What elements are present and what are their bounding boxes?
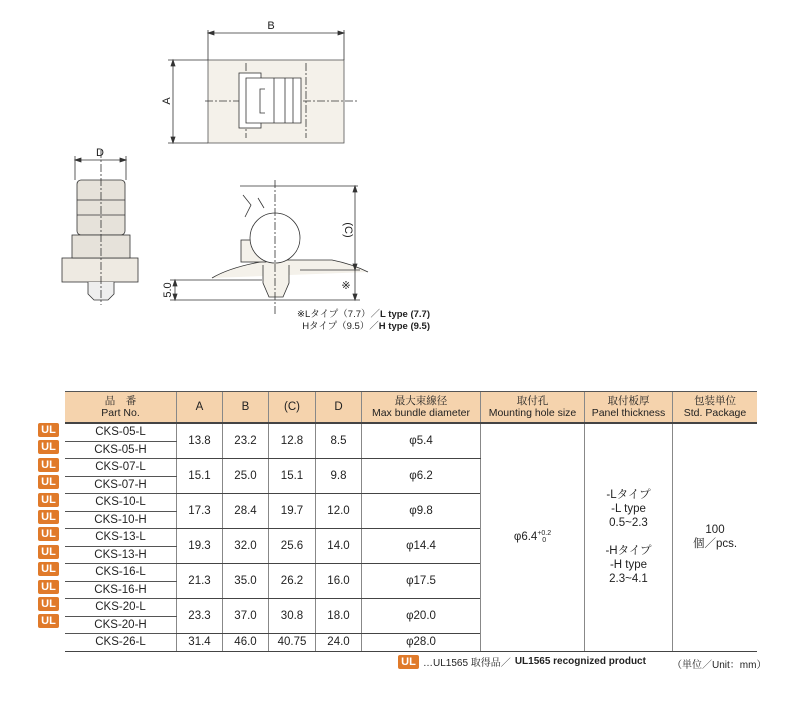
mounting-hole-tolerance	[537, 530, 551, 544]
value-a: 23.3	[177, 599, 223, 634]
part-number: CKS-05-L	[65, 423, 177, 441]
panel-l-en: -L type	[611, 503, 646, 516]
value-a: 19.3	[177, 529, 223, 564]
dim-a-label: A	[161, 97, 173, 105]
part-number: CKS-05-H	[65, 441, 177, 459]
value-b: 46.0	[223, 634, 269, 652]
header-panel-thickness: 取付板厚 Panel thickness	[585, 392, 673, 424]
mounting-hole-cell	[481, 423, 585, 651]
value-a: 21.3	[177, 564, 223, 599]
value-a: 13.8	[177, 423, 223, 459]
technical-drawing	[0, 0, 795, 340]
ul-badge: UL	[38, 458, 59, 472]
value-c: 12.8	[269, 423, 316, 459]
value-b: 25.0	[223, 459, 269, 494]
ul-badge: UL	[38, 545, 59, 559]
table-header-row	[65, 392, 757, 424]
part-number: CKS-20-L	[65, 599, 177, 617]
part-number: CKS-16-H	[65, 581, 177, 599]
value-max: φ5.4	[362, 423, 481, 459]
value-max: φ20.0	[362, 599, 481, 634]
value-d: 14.0	[316, 529, 362, 564]
ul-legend	[398, 654, 646, 669]
type-notes	[270, 309, 430, 333]
panel-h-jp: -Hタイプ	[605, 545, 652, 558]
part-number: CKS-13-H	[65, 546, 177, 564]
value-a: 31.4	[177, 634, 223, 652]
header-part-no: 品 番 Part No.	[65, 392, 177, 424]
value-d: 8.5	[316, 423, 362, 459]
std-package-cell	[673, 423, 758, 651]
spec-table	[65, 391, 757, 652]
panel-h-range: 2.3~4.1	[609, 573, 648, 586]
ul-note-jp: …UL1565 取得品／	[423, 658, 511, 669]
panel-h-en: -H type	[609, 559, 648, 572]
ul-badge: UL	[38, 440, 59, 454]
ul-badge: UL	[38, 475, 59, 489]
ul-badge: UL	[38, 580, 59, 594]
value-c: 30.8	[269, 599, 316, 634]
value-b: 23.2	[223, 423, 269, 459]
dim-b-label: B	[267, 20, 275, 32]
spacer	[585, 530, 672, 544]
panel-thickness-cell	[585, 423, 673, 651]
part-number: CKS-20-H	[65, 616, 177, 634]
dim-mark-label: ※	[341, 280, 351, 292]
value-c: 40.75	[269, 634, 316, 652]
value-b: 35.0	[223, 564, 269, 599]
ul-badge: UL	[38, 527, 59, 541]
ul-badge: UL	[38, 562, 59, 576]
header-mounting-hole: 取付孔 Mounting hole size	[481, 392, 585, 424]
value-d: 16.0	[316, 564, 362, 599]
tolerance-lower: 0	[542, 537, 547, 545]
panel-l-jp: -Lタイプ	[606, 489, 651, 502]
note-l-jp: ※Lタイプ（7.7）／	[297, 309, 381, 320]
value-c: 15.1	[269, 459, 316, 494]
header-a: A	[177, 392, 223, 424]
dim-d-label: D	[96, 147, 104, 159]
value-d: 24.0	[316, 634, 362, 652]
header-d: D	[316, 392, 362, 424]
panel-l-range: 0.5~2.3	[609, 517, 648, 530]
ul-badge: UL	[38, 597, 59, 611]
part-number: CKS-07-H	[65, 476, 177, 494]
header-std-package: 包装単位 Std. Package	[673, 392, 758, 424]
ul-badge: UL	[38, 510, 59, 524]
part-number: CKS-13-L	[65, 529, 177, 547]
mounting-hole-value: φ6.4	[513, 531, 538, 544]
part-number: CKS-07-L	[65, 459, 177, 477]
note-h-jp: Hタイプ（9.5）／	[302, 321, 379, 332]
header-max-bundle: 最大束線径 Max bundle diameter	[362, 392, 481, 424]
value-max: φ9.8	[362, 494, 481, 529]
ul-badge: UL	[38, 423, 59, 437]
ul-badge: UL	[38, 614, 59, 628]
value-max: φ6.2	[362, 459, 481, 494]
part-number: CKS-26-L	[65, 634, 177, 652]
ul-badge: UL	[398, 655, 419, 669]
dim-height-label: 5.0	[162, 282, 174, 298]
value-max: φ17.5	[362, 564, 481, 599]
value-b: 37.0	[223, 599, 269, 634]
header-b: B	[223, 392, 269, 424]
value-c: 25.6	[269, 529, 316, 564]
tolerance-upper: +0.2	[537, 530, 552, 538]
value-a: 15.1	[177, 459, 223, 494]
side-view	[62, 150, 138, 305]
front-view	[170, 180, 368, 315]
top-view	[168, 30, 358, 143]
part-number: CKS-10-L	[65, 494, 177, 512]
value-b: 32.0	[223, 529, 269, 564]
note-h-en: H type (9.5)	[378, 321, 430, 332]
value-max: φ28.0	[362, 634, 481, 652]
header-c: (C)	[269, 392, 316, 424]
value-d: 9.8	[316, 459, 362, 494]
ul-badge: UL	[38, 493, 59, 507]
package-unit: 個／pcs.	[692, 538, 738, 551]
package-qty: 100	[705, 524, 725, 537]
part-number: CKS-10-H	[65, 511, 177, 529]
table-row	[65, 423, 757, 441]
value-c: 19.7	[269, 494, 316, 529]
value-a: 17.3	[177, 494, 223, 529]
value-d: 12.0	[316, 494, 362, 529]
dim-c-label: (C)	[342, 222, 354, 238]
value-b: 28.4	[223, 494, 269, 529]
value-c: 26.2	[269, 564, 316, 599]
value-max: φ14.4	[362, 529, 481, 564]
ul-note-en: UL1565 recognized product	[514, 656, 646, 667]
note-l-en: L type (7.7)	[380, 309, 430, 320]
part-number: CKS-16-L	[65, 564, 177, 582]
value-d: 18.0	[316, 599, 362, 634]
unit-note: （単位／Unit：mm）	[672, 660, 767, 671]
